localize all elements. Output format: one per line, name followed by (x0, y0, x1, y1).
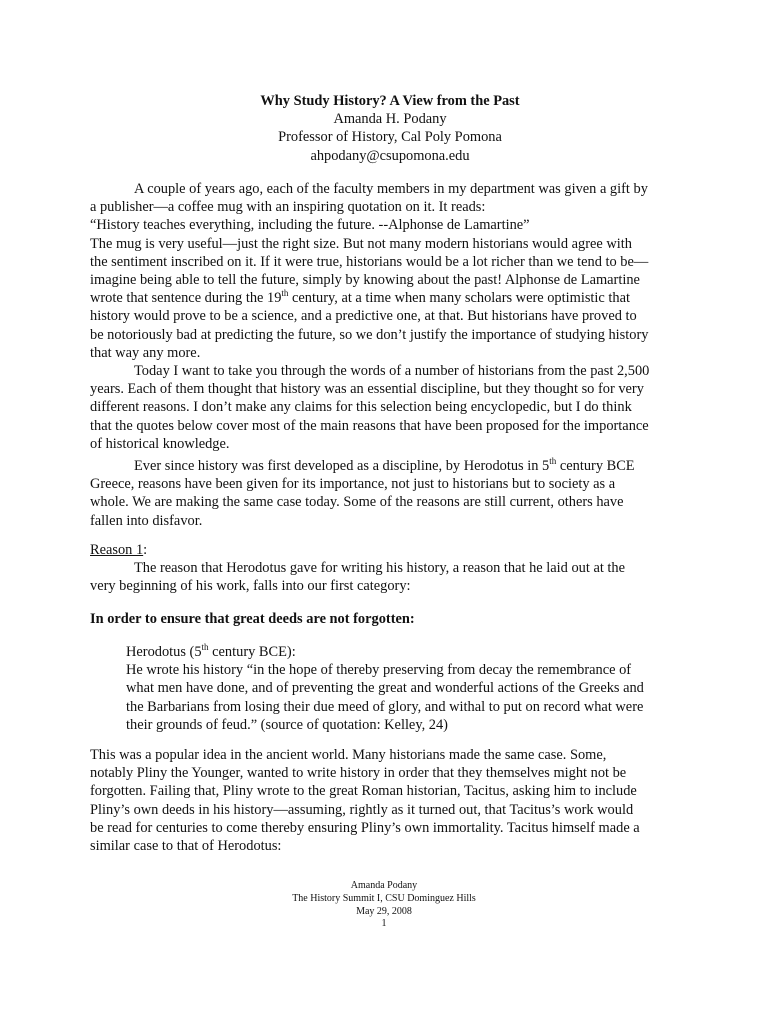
author-position: Professor of History, Cal Poly Pomona (278, 129, 502, 146)
text-line: Greece, reasons have been given for its importance, not just to historians but to society as a (90, 476, 616, 493)
text-line: similar case to that of Herodotus: (90, 838, 282, 855)
text-line: their grounds of feud.” (source of quotation: Kelley, 24) (126, 716, 448, 733)
herodotus-quote (126, 643, 706, 734)
text-span: century, at a time when many scholars were optimistic that (288, 290, 630, 307)
document-title: Why Study History? A View from the Past (260, 93, 520, 109)
text-line: different reasons. I don’t make any claims for this selection being encyclopedic, but I do think (90, 399, 632, 416)
text-line: Today I want to take you through the words of a number of historians from the past 2,500 (134, 363, 650, 379)
footer-event: The History Summit I, CSU Dominguez Hills (292, 892, 476, 904)
superscript: th (201, 642, 209, 653)
footer-name: Amanda Podany (350, 880, 418, 891)
text-line: history would prove to be a science, and a predictive one, at that. But historians have proved to (90, 308, 637, 325)
text-line: Pliny’s own deeds in his history—assuming, rightly as it turned out, that Tacitus’s work would (90, 801, 634, 818)
text-line (90, 457, 690, 475)
author-email: ahpodany@csupomona.edu (310, 147, 470, 164)
today-paragraph (90, 362, 690, 453)
superscript: th (549, 456, 557, 467)
text-line: notably Pliny the Younger, wanted to write history in order that they themselves might not be (90, 765, 627, 782)
text-line: be read for centuries to come thereby ensuring Pliny’s own immortality. Tacitus himself made a (90, 819, 640, 836)
text-span: Herodotus (5 (126, 644, 202, 660)
text-line: forgotten. Failing that, Pliny wrote to the great Roman historian, Tacitus, asking him to include (90, 783, 637, 800)
text-line: He wrote his history “in the hope of thereby preserving from decay the remembrance of (126, 662, 632, 679)
author-name: Amanda H. Podany (333, 111, 447, 128)
superscript: th (281, 288, 289, 299)
text-line: that the quotes below cover most of the main reasons that have been proposed for the importance (90, 417, 649, 434)
text-line: years. Each of them thought that history was an essential discipline, but they thought so for very (90, 381, 644, 398)
intro-paragraph (90, 180, 690, 362)
text-line: The reason that Herodotus gave for writing his history, a reason that he laid out at the (134, 560, 626, 577)
text-line: what men have done, and of preventing the great and wonderful actions of the Greeks and (126, 680, 644, 697)
popular-paragraph (90, 746, 690, 855)
title-block (90, 92, 690, 165)
text-line: a publisher—a coffee mug with an inspiring quotation on it. It reads: (90, 199, 486, 216)
text-line: This was a popular idea in the ancient world. Many historians made the same case. Some, (90, 747, 607, 763)
page-number: 1 (381, 918, 387, 930)
heading-text: In order to ensure that great deeds are not forgotten: (90, 611, 415, 627)
text-line: be notoriously bad at predicting the future, so we don’t justify the importance of studying history (90, 326, 649, 343)
text-line (90, 289, 690, 307)
herodotus-paragraph (90, 457, 690, 530)
text-span: wrote that sentence during the 19 (90, 290, 282, 307)
text-line: The mug is very useful—just the right size. But not many modern historians would agree with (90, 235, 632, 252)
text-span: Ever since history was first developed as a discipline, by Herodotus in 5 (134, 458, 550, 474)
section-heading (90, 610, 690, 628)
text-line: imagine being able to tell the future, simply by knowing about the past! Alphonse de Lamartine (90, 272, 640, 289)
text-line: very beginning of his work, falls into our first category: (90, 578, 411, 595)
page-footer (0, 880, 768, 931)
reason-colon: : (143, 542, 148, 558)
quote-source (126, 643, 706, 661)
text-span: century BCE): (208, 644, 296, 660)
text-line: the Barbarians from losing their due meed of glory, and withal to put on record what were (126, 698, 644, 715)
text-line: fallen into disfavor. (90, 512, 203, 529)
reason-label: Reason 1 (90, 542, 144, 558)
reason-heading (90, 541, 690, 559)
footer-date: May 29, 2008 (356, 905, 412, 917)
text-line: the sentiment inscribed on it. If it were true, historians would be a lot richer than we tend to be— (90, 253, 649, 270)
text-line: whole. We are making the same case today. Some of the reasons are still current, others have (90, 494, 624, 511)
text-span: century BCE (556, 458, 635, 474)
reason-1-section (90, 541, 690, 596)
text-line: A couple of years ago, each of the faculty members in my department was given a gift by (134, 181, 648, 197)
text-line: “History teaches everything, including the future. --Alphonse de Lamartine” (90, 217, 530, 234)
text-line: that way any more. (90, 344, 201, 361)
text-line: of historical knowledge. (90, 435, 230, 452)
